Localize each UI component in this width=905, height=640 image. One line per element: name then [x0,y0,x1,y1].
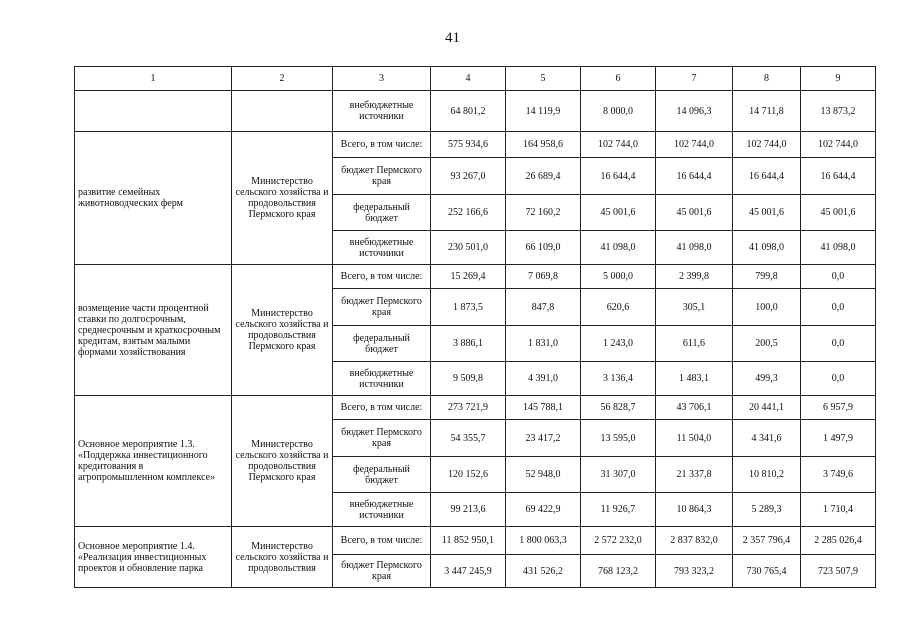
amount-cell: 3 886,1 [431,326,506,362]
activity-name-cell: развитие семейных животноводческих ферм [75,132,232,265]
amount-cell: 1 497,9 [801,420,876,457]
header-cell: 4 [431,67,506,91]
amount-cell: 730 765,4 [733,555,801,588]
amount-cell: 7 069,8 [506,265,581,289]
funding-source-cell: федеральный бюджет [333,326,431,362]
amount-cell: 10 810,2 [733,457,801,493]
funding-source-cell: Всего, в том числе: [333,132,431,158]
funding-source-cell: внебюджетные источники [333,91,431,132]
funding-source-cell: бюджет Пермского края [333,289,431,326]
amount-cell: 13 873,2 [801,91,876,132]
amount-cell: 611,6 [656,326,733,362]
amount-cell: 5 000,0 [581,265,656,289]
amount-cell: 2 357 796,4 [733,527,801,555]
amount-cell: 66 109,0 [506,231,581,265]
amount-cell: 16 644,4 [656,158,733,195]
header-cell: 6 [581,67,656,91]
budget-table [74,66,876,588]
amount-cell: 45 001,6 [733,195,801,231]
amount-cell: 102 744,0 [581,132,656,158]
amount-cell: 431 526,2 [506,555,581,588]
amount-cell: 0,0 [801,362,876,396]
amount-cell: 575 934,6 [431,132,506,158]
amount-cell: 793 323,2 [656,555,733,588]
amount-cell: 3 749,6 [801,457,876,493]
amount-cell: 15 269,4 [431,265,506,289]
header-cell: 7 [656,67,733,91]
amount-cell: 1 800 063,3 [506,527,581,555]
table-row [75,91,876,132]
executor-cell: Министерство сельского хозяйства и продовольствия Пермского края [232,265,333,396]
header-cell: 5 [506,67,581,91]
amount-cell: 14 096,3 [656,91,733,132]
table-body [75,67,876,588]
amount-cell: 1 710,4 [801,493,876,527]
amount-cell: 2 572 232,0 [581,527,656,555]
amount-cell: 1 873,5 [431,289,506,326]
funding-source-cell: федеральный бюджет [333,457,431,493]
amount-cell: 499,3 [733,362,801,396]
table-row [75,527,876,555]
amount-cell: 93 267,0 [431,158,506,195]
amount-cell: 847,8 [506,289,581,326]
amount-cell: 102 744,0 [801,132,876,158]
amount-cell: 0,0 [801,326,876,362]
amount-cell: 768 123,2 [581,555,656,588]
amount-cell: 20 441,1 [733,396,801,420]
header-cell: 2 [232,67,333,91]
executor-cell: Министерство сельского хозяйства и продовольствия Пермского края [232,396,333,527]
amount-cell: 11 926,7 [581,493,656,527]
amount-cell: 620,6 [581,289,656,326]
amount-cell: 13 595,0 [581,420,656,457]
page-number: 41 [445,30,460,46]
amount-cell: 41 098,0 [801,231,876,265]
amount-cell: 23 417,2 [506,420,581,457]
amount-cell: 230 501,0 [431,231,506,265]
amount-cell: 31 307,0 [581,457,656,493]
funding-source-cell: Всего, в том числе: [333,396,431,420]
funding-source-cell: федеральный бюджет [333,195,431,231]
amount-cell: 723 507,9 [801,555,876,588]
amount-cell: 305,1 [656,289,733,326]
activity-name-cell: возмещение части процентной ставки по долгосрочным, среднесрочным и краткосрочным кредитам, взятым малыми формами хозяйствования [75,265,232,396]
amount-cell: 21 337,8 [656,457,733,493]
amount-cell: 164 958,6 [506,132,581,158]
amount-cell: 6 957,9 [801,396,876,420]
funding-source-cell: Всего, в том числе: [333,265,431,289]
amount-cell: 54 355,7 [431,420,506,457]
funding-source-cell: внебюджетные источники [333,493,431,527]
amount-cell: 99 213,6 [431,493,506,527]
amount-cell: 3 136,4 [581,362,656,396]
amount-cell: 26 689,4 [506,158,581,195]
amount-cell: 16 644,4 [581,158,656,195]
amount-cell: 273 721,9 [431,396,506,420]
header-row [75,67,876,91]
amount-cell: 120 152,6 [431,457,506,493]
header-cell: 1 [75,67,232,91]
amount-cell: 11 504,0 [656,420,733,457]
amount-cell: 11 852 950,1 [431,527,506,555]
amount-cell: 69 422,9 [506,493,581,527]
amount-cell: 1 831,0 [506,326,581,362]
amount-cell: 45 001,6 [801,195,876,231]
header-cell: 8 [733,67,801,91]
amount-cell: 45 001,6 [656,195,733,231]
amount-cell: 16 644,4 [801,158,876,195]
amount-cell: 102 744,0 [656,132,733,158]
executor-cell: Министерство сельского хозяйства и продовольствия [232,527,333,588]
amount-cell: 100,0 [733,289,801,326]
amount-cell: 16 644,4 [733,158,801,195]
amount-cell: 10 864,3 [656,493,733,527]
amount-cell: 3 447 245,9 [431,555,506,588]
amount-cell: 1 483,1 [656,362,733,396]
amount-cell: 8 000,0 [581,91,656,132]
amount-cell: 0,0 [801,289,876,326]
amount-cell: 41 098,0 [581,231,656,265]
funding-source-cell: бюджет Пермского края [333,555,431,588]
activity-name-cell: Основное мероприятие 1.3. «Поддержка инвестиционного кредитования в агропромышленном комплексе» [75,396,232,527]
executor-cell: Министерство сельского хозяйства и продовольствия Пермского края [232,132,333,265]
amount-cell: 2 837 832,0 [656,527,733,555]
activity-name-cell [75,91,232,132]
funding-source-cell: бюджет Пермского края [333,420,431,457]
amount-cell: 43 706,1 [656,396,733,420]
header-cell: 3 [333,67,431,91]
amount-cell: 799,8 [733,265,801,289]
amount-cell: 14 711,8 [733,91,801,132]
amount-cell: 52 948,0 [506,457,581,493]
header-cell: 9 [801,67,876,91]
amount-cell: 9 509,8 [431,362,506,396]
amount-cell: 0,0 [801,265,876,289]
amount-cell: 14 119,9 [506,91,581,132]
amount-cell: 72 160,2 [506,195,581,231]
funding-source-cell: Всего, в том числе: [333,527,431,555]
amount-cell: 200,5 [733,326,801,362]
amount-cell: 5 289,3 [733,493,801,527]
amount-cell: 4 341,6 [733,420,801,457]
table-row [75,132,876,158]
funding-source-cell: внебюджетные источники [333,362,431,396]
amount-cell: 252 166,6 [431,195,506,231]
funding-source-cell: бюджет Пермского края [333,158,431,195]
amount-cell: 102 744,0 [733,132,801,158]
amount-cell: 145 788,1 [506,396,581,420]
table-row [75,396,876,420]
amount-cell: 64 801,2 [431,91,506,132]
amount-cell: 1 243,0 [581,326,656,362]
executor-cell [232,91,333,132]
amount-cell: 4 391,0 [506,362,581,396]
funding-source-cell: внебюджетные источники [333,231,431,265]
amount-cell: 45 001,6 [581,195,656,231]
table-row [75,265,876,289]
activity-name-cell: Основное мероприятие 1.4. «Реализация инвестиционных проектов и обновление парка [75,527,232,588]
amount-cell: 2 285 026,4 [801,527,876,555]
amount-cell: 41 098,0 [733,231,801,265]
amount-cell: 41 098,0 [656,231,733,265]
amount-cell: 56 828,7 [581,396,656,420]
amount-cell: 2 399,8 [656,265,733,289]
